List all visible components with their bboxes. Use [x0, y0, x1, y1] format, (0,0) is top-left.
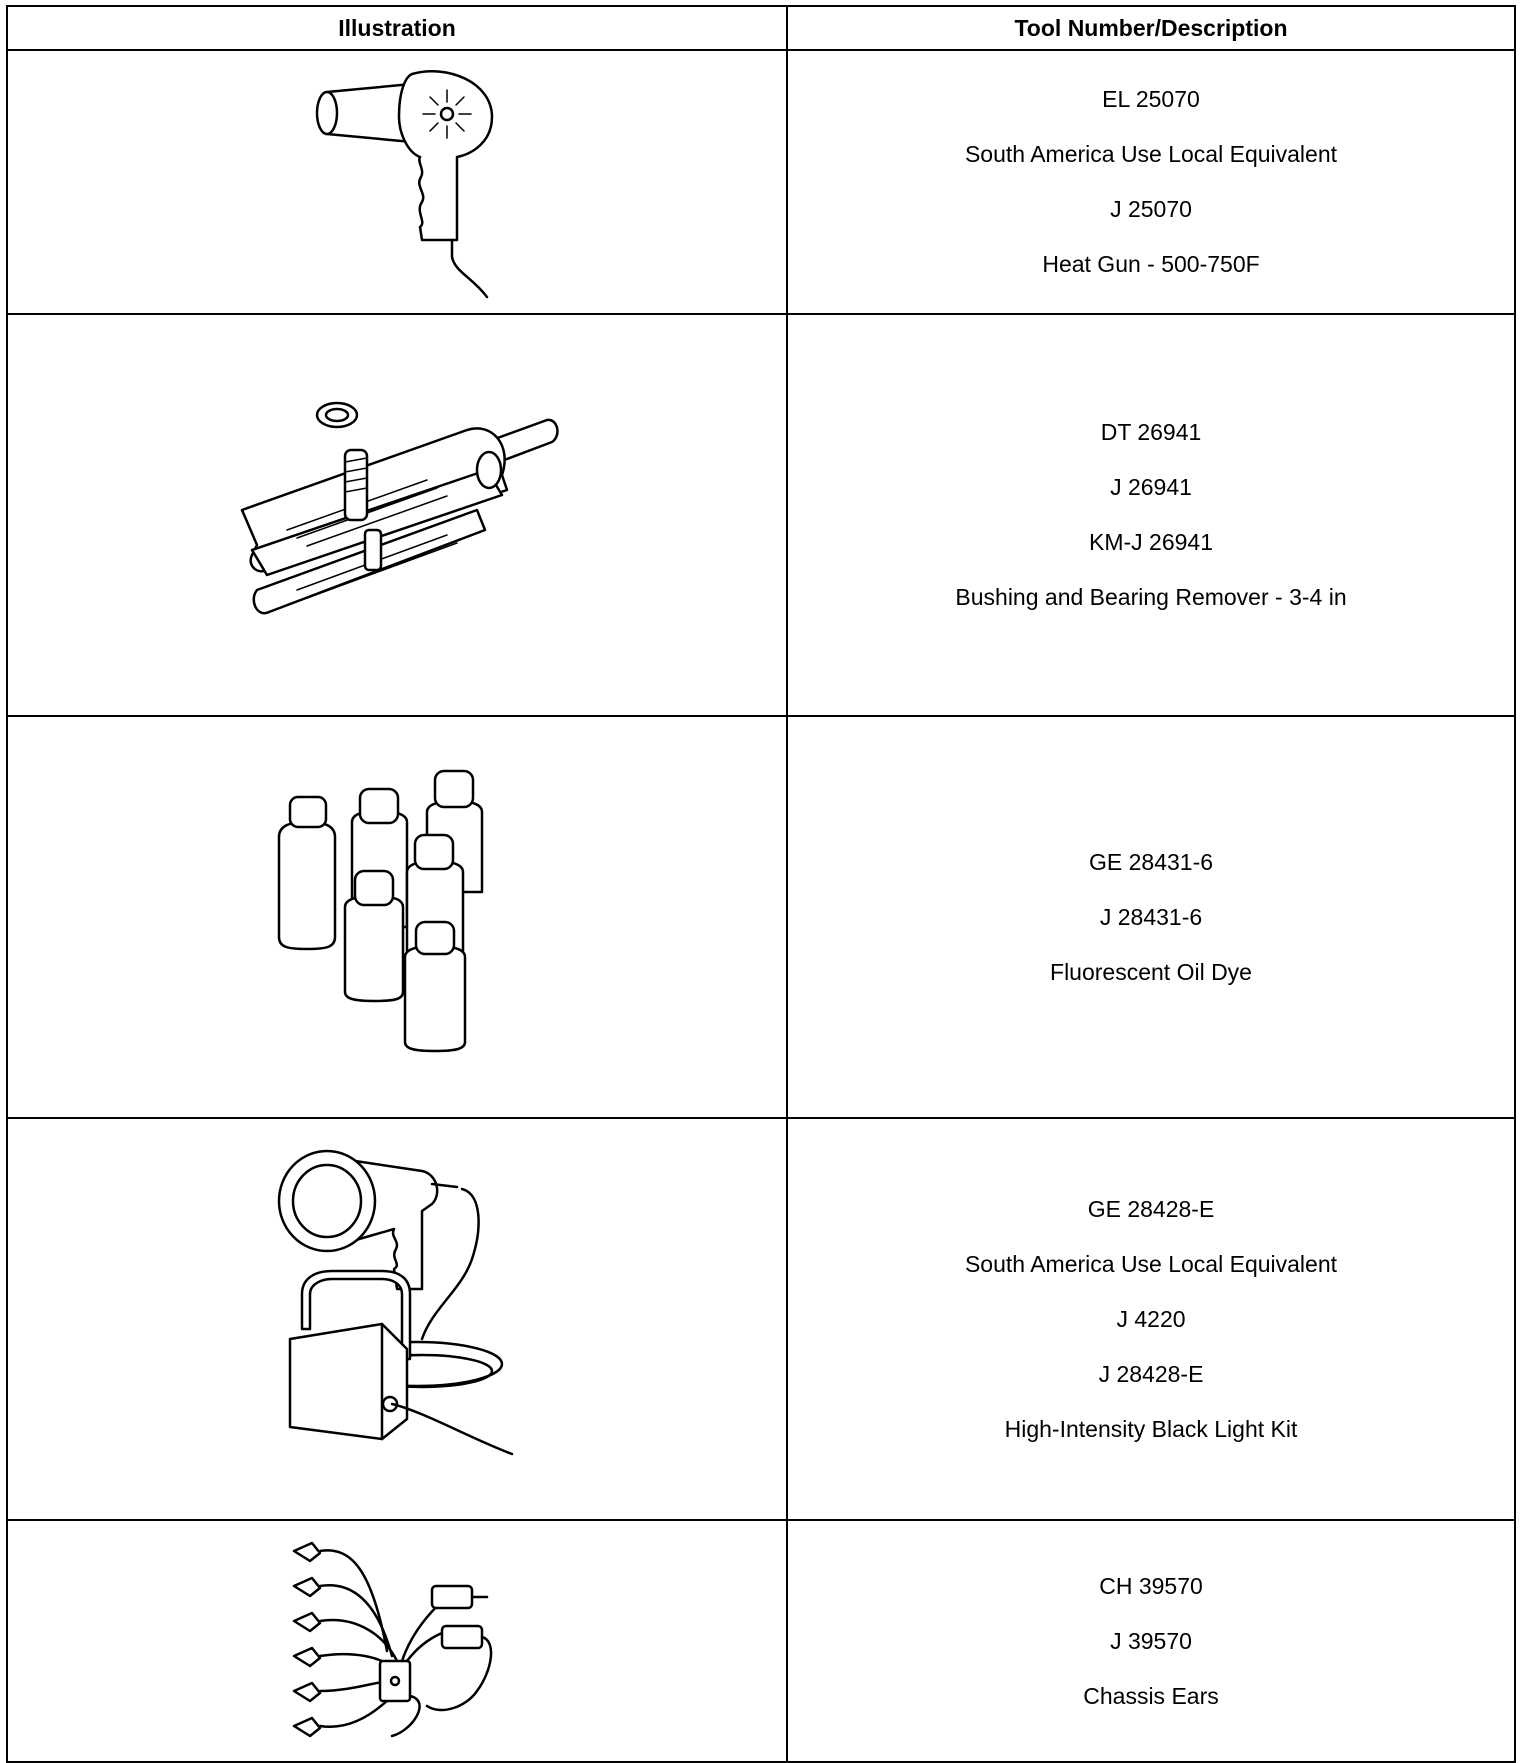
tool-number: DT 26941: [1100, 419, 1202, 445]
tool-description-cell: [787, 1118, 1515, 1520]
table-header-row: [7, 6, 1515, 50]
tool-description-cell: [787, 314, 1515, 716]
table-row: [7, 1118, 1515, 1520]
table-row: [7, 314, 1515, 716]
table-row: [7, 50, 1515, 314]
tool-number: J 28431-6: [1099, 903, 1203, 930]
heat-gun-icon: [287, 62, 507, 302]
table-row: [7, 1520, 1515, 1762]
tool-name: High-Intensity Black Light Kit: [1004, 1415, 1298, 1442]
tools-table: [6, 5, 1516, 1763]
tool-number: CH 39570: [1099, 1572, 1203, 1599]
illustration-cell: [7, 1118, 787, 1520]
tool-description-cell: [787, 716, 1515, 1118]
bushing-bearing-remover-icon: [227, 400, 567, 630]
tool-number: GE 28431-6: [1088, 848, 1214, 875]
tool-number: EL 25070: [1102, 86, 1200, 112]
tool-note: South America Use Local Equivalent: [964, 141, 1338, 167]
tool-number: KM-J 26941: [1088, 529, 1213, 555]
black-light-kit-icon: [272, 1149, 522, 1489]
illustration-cell: [7, 716, 787, 1118]
tool-number: J 4220: [1116, 1305, 1186, 1332]
tool-description-cell: [787, 1520, 1515, 1762]
tool-number: J 26941: [1110, 474, 1192, 500]
tool-name: Heat Gun - 500-750F: [1042, 251, 1260, 277]
tool-note: South America Use Local Equivalent: [964, 1250, 1338, 1277]
tool-name: Bushing and Bearing Remover - 3-4 in: [955, 584, 1347, 610]
oil-dye-bottles-icon: [277, 767, 517, 1067]
tool-description-cell: [787, 50, 1515, 314]
tool-number: J 39570: [1110, 1627, 1192, 1654]
table-row: [7, 716, 1515, 1118]
illustration-cell: [7, 1520, 787, 1762]
tool-name: Chassis Ears: [1083, 1682, 1219, 1709]
tool-number: J 28428-E: [1098, 1360, 1204, 1387]
tool-number: GE 28428-E: [1087, 1195, 1215, 1222]
tool-name: Fluorescent Oil Dye: [1050, 958, 1252, 985]
column-header-illustration: Illustration: [7, 6, 787, 50]
illustration-cell: [7, 314, 787, 716]
column-header-tool-description: Tool Number/Description: [787, 6, 1515, 50]
chassis-ears-icon: [292, 1531, 502, 1751]
tool-number: J 25070: [1110, 196, 1192, 222]
illustration-cell: [7, 50, 787, 314]
